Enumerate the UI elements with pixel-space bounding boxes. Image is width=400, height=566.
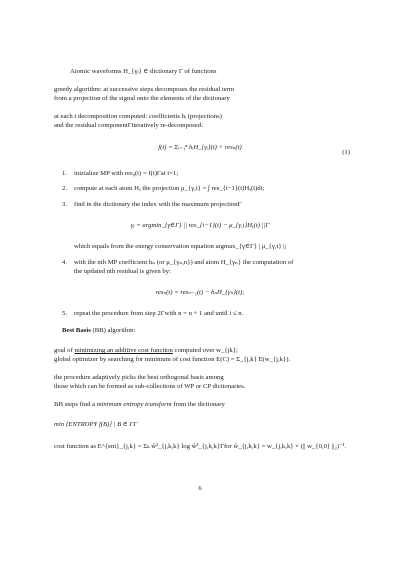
step-number-1: 1. xyxy=(62,170,68,177)
step-number-5: 5. xyxy=(62,310,68,317)
cost-function-line: cost function as E^{ent}_{j,k} = Σₖ ŵ²_{j,k,k} log ŵ²_{j,k,k}Γfor ŵ_{j,k,k} = w_{j,k,k} × (|| w_{0,0} ||₂)⁻¹. xyxy=(54,443,347,450)
global-optimizer-line: global optimizer by searching for minimum of cost function E(C) = Σ_{j,k} E(w_{j,k}). xyxy=(54,356,291,363)
goal-line xyxy=(54,347,238,355)
goal-prefix: goal of xyxy=(54,347,75,354)
step-number-3: 3. xyxy=(62,201,68,208)
step-number-4: 4. xyxy=(62,259,68,266)
bb-steps-prefix: BB steps find a xyxy=(54,401,97,408)
procedure-line-2: those which can be formed as sub-collections of WP or CP dictionaries. xyxy=(54,383,246,390)
equation-residual-update: resₙ(t) = resₙ₋₁(t) − hₙH_{γₙ}(t); xyxy=(155,289,245,296)
best-basis-rest: (BB) algorithm: xyxy=(90,327,136,334)
min-entropy-expression: min [ENTROPY f(B)] | B ∈ ΓΓ xyxy=(54,421,138,428)
step-3: find in the dictionary the index with the maximum projectionΓ xyxy=(74,201,242,208)
text-line-atomic-waveforms: Atomic waveforms H_{γᵢ} ∈ dictionary Γ of functions xyxy=(70,68,217,75)
equation-number-1: (1) xyxy=(342,149,350,156)
procedure-line-1: the procedure adaptively picks the best orthogonal basis among xyxy=(54,374,224,381)
step-2: compute at each atom Hᵧ the projection μ_{γ,i} = ∫ res_{i−1}(t)Hᵧ(t)dt; xyxy=(74,185,265,192)
step-5: repeat the procedure from step 2Γwith n = n + 1 and until i ≤ n. xyxy=(74,310,244,317)
goal-suffix: computed over w_{jk}; xyxy=(172,347,238,354)
best-basis-title: Best Basis xyxy=(62,327,91,334)
page-number: 6 xyxy=(198,485,202,492)
goal-underlined: minimizing an additive cost function xyxy=(74,347,173,354)
bb-steps-line xyxy=(54,401,225,409)
equation-1: f(t) = Σᵢ₌₁ⁿ hᵢH_{γᵢ}(t) + resₙ(t) xyxy=(158,144,242,151)
bb-steps-italic: minimum entropy transform xyxy=(96,401,172,408)
step-4-line-1: with the nth MP coefficient hₙ (or μ_{γₙ,n}) and atom H_{γₙ} the computation of xyxy=(74,259,294,266)
text-line-residual: and the residual componentΓiteratively re-decomposed: xyxy=(54,122,204,129)
text-line-decomposition: at each t decomposition computed: coefficients hᵢ (projections) xyxy=(54,113,222,120)
bb-steps-suffix: from the dictionary xyxy=(171,401,225,408)
step-4-line-2: the updated nth residual is given by: xyxy=(74,268,171,275)
text-line-projection: from a projection of the signal onto the elements of the dictionary xyxy=(54,95,230,102)
best-basis-heading xyxy=(62,327,135,335)
step-3-continued: which equals from the energy conservation equation argmax_{γ∈Γ} | μ_{γ,i} |; xyxy=(74,243,287,250)
step-1: inizialize MP with res₀(t) = f(t)Γat i=1; xyxy=(74,170,179,177)
equation-argmin: γᵢ = argmin_{γ∈Γ} || res_{i−1}(t) − μ_{γ,i}Hᵧ(t) ||Γ xyxy=(130,222,270,229)
step-number-2: 2. xyxy=(62,185,68,192)
text-line-greedy: greedy algorithm: at successive steps decomposes the residual term xyxy=(54,86,235,93)
